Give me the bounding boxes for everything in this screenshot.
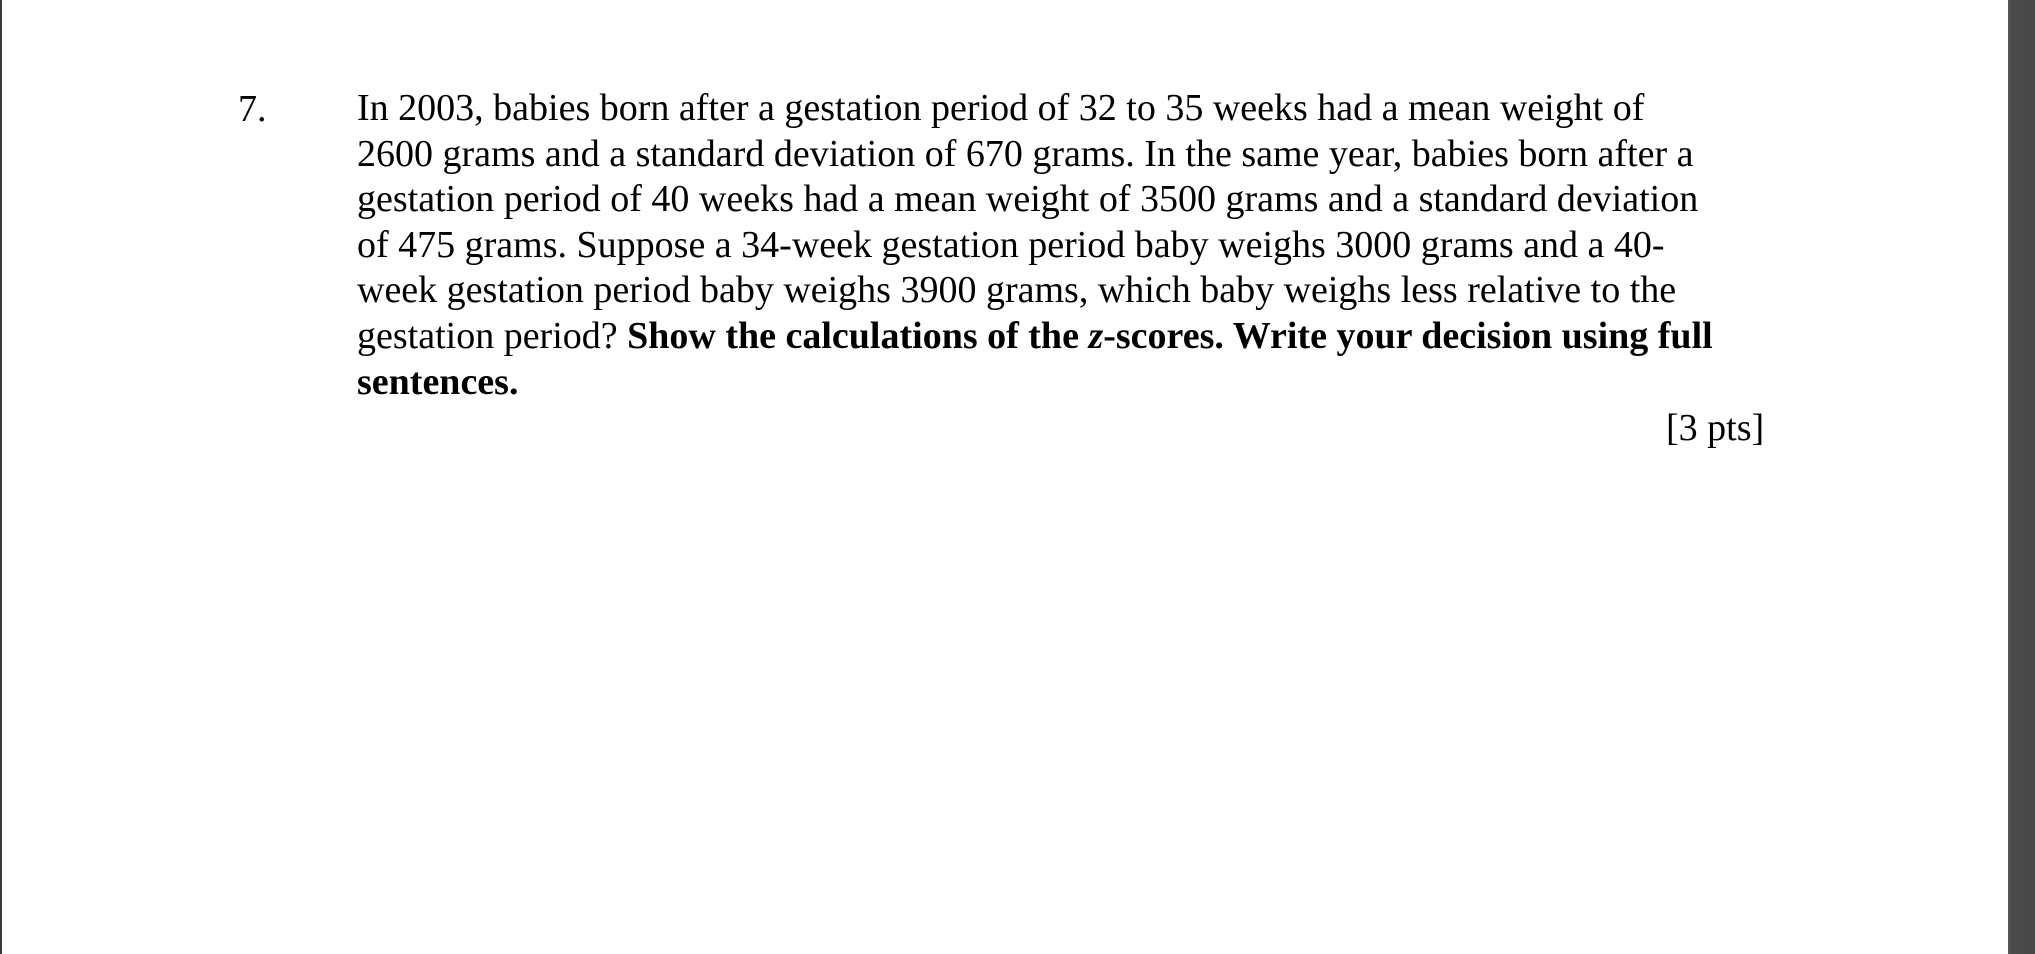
question-text — [357, 86, 1797, 405]
question-line-1: In 2003, babies born after a gestation period of 32 to 35 weeks had a mean weight of — [357, 87, 1645, 129]
z-variable: z — [1088, 314, 1104, 357]
question-line-3: gestation period of 40 weeks had a mean weight of 3500 grams and a standard deviation — [357, 178, 1699, 221]
points-label: [3 pts] — [1666, 407, 1765, 449]
question-line-6 — [357, 314, 1797, 360]
question-line-2: 2600 grams and a standard deviation of 670 grams. In the same year, babies born after a — [357, 132, 1694, 175]
instruction-bold-part-1: Show the calculations of the — [627, 314, 1089, 357]
question-line-6-plain: gestation period? — [357, 314, 628, 357]
instruction-bold-part-2: -scores. Write your decision using full — [1103, 314, 1713, 357]
viewer-background-edge — [2008, 0, 2035, 954]
question-line-4: of 475 grams. Suppose a 34-week gestation period baby weighs 3000 grams and a 40- — [357, 223, 1665, 266]
page-left-border — [0, 0, 2, 954]
question-number: 7. — [238, 88, 267, 130]
question-line-5: week gestation period baby weighs 3900 grams, which baby weighs less relative to the — [357, 269, 1677, 312]
question-line-7: sentences. — [357, 360, 519, 403]
